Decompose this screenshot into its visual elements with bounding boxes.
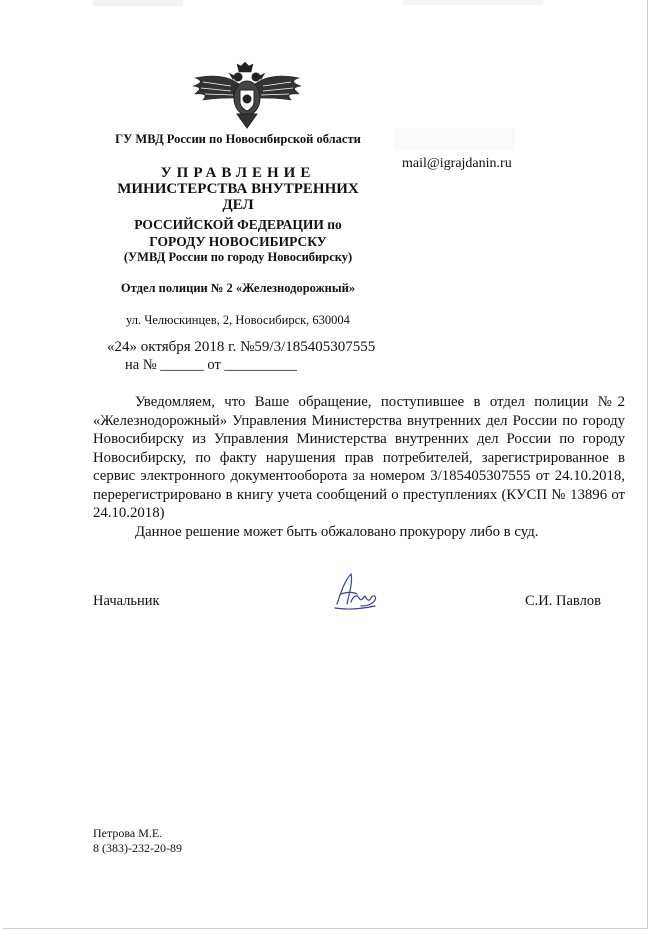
letter-body bbox=[93, 393, 625, 541]
redacted-area bbox=[395, 128, 515, 150]
executor-phone: 8 (383)-232-20-89 bbox=[93, 841, 182, 855]
document-page bbox=[3, 0, 648, 929]
signatory-name: С.И. Павлов bbox=[525, 593, 601, 609]
reply-reference: на № ______ от __________ bbox=[125, 357, 297, 373]
ministry-short-name: ГУ МВД России по Новосибирской области bbox=[115, 132, 361, 146]
federation-heading: РОССИЙСКОЙ ФЕДЕРАЦИИ по ГОРОДУ НОВОСИБИРСКУ bbox=[134, 217, 342, 249]
mvd-eagle-emblem-icon bbox=[191, 62, 303, 132]
scan-artifact bbox=[403, 0, 543, 5]
upravlenie-heading: УПРАВЛЕНИЕ bbox=[160, 165, 316, 181]
umvd-heading: (УМВД России по городу Новосибирску) bbox=[123, 250, 353, 264]
executor-name: Петрова М.Е. bbox=[93, 826, 163, 840]
registration-date-number: «24» октября 2018 г. №59/3/185405307555 bbox=[107, 339, 376, 355]
scan-artifact bbox=[93, 0, 183, 6]
ministry-heading: МИНИСТЕРСТВА ВНУТРЕННИХ ДЕЛ bbox=[117, 181, 359, 213]
body-paragraph: Данное решение может быть обжаловано прокурору либо в суд. bbox=[135, 523, 539, 540]
handwritten-signature-icon bbox=[331, 568, 379, 612]
department-heading: Отдел полиции № 2 «Железнодорожный» bbox=[120, 281, 356, 295]
body-paragraph: Уведомляем, что Ваше обращение, поступившее в отдел полиции №2 «Железнодорожный» Управления Министерства внутренних дел России по городу Новосибирску из Управления Министерства внутренних дел России по городу Новосибирску, по факту нарушения прав потребителей, зарегистрированное в сервис электронного документооборота за номером 3/185405307555 от 24.10.2018, перерегистрировано в книгу учета сообщений о преступлениях (КУСП № 13896 от 24.10.2018) bbox=[93, 394, 625, 521]
department-address: ул. Челюскинцев, 2, Новосибирск, 630004 bbox=[126, 313, 350, 327]
signatory-title: Начальник bbox=[93, 593, 160, 609]
recipient-email: mail@igrajdanin.ru bbox=[402, 156, 512, 171]
